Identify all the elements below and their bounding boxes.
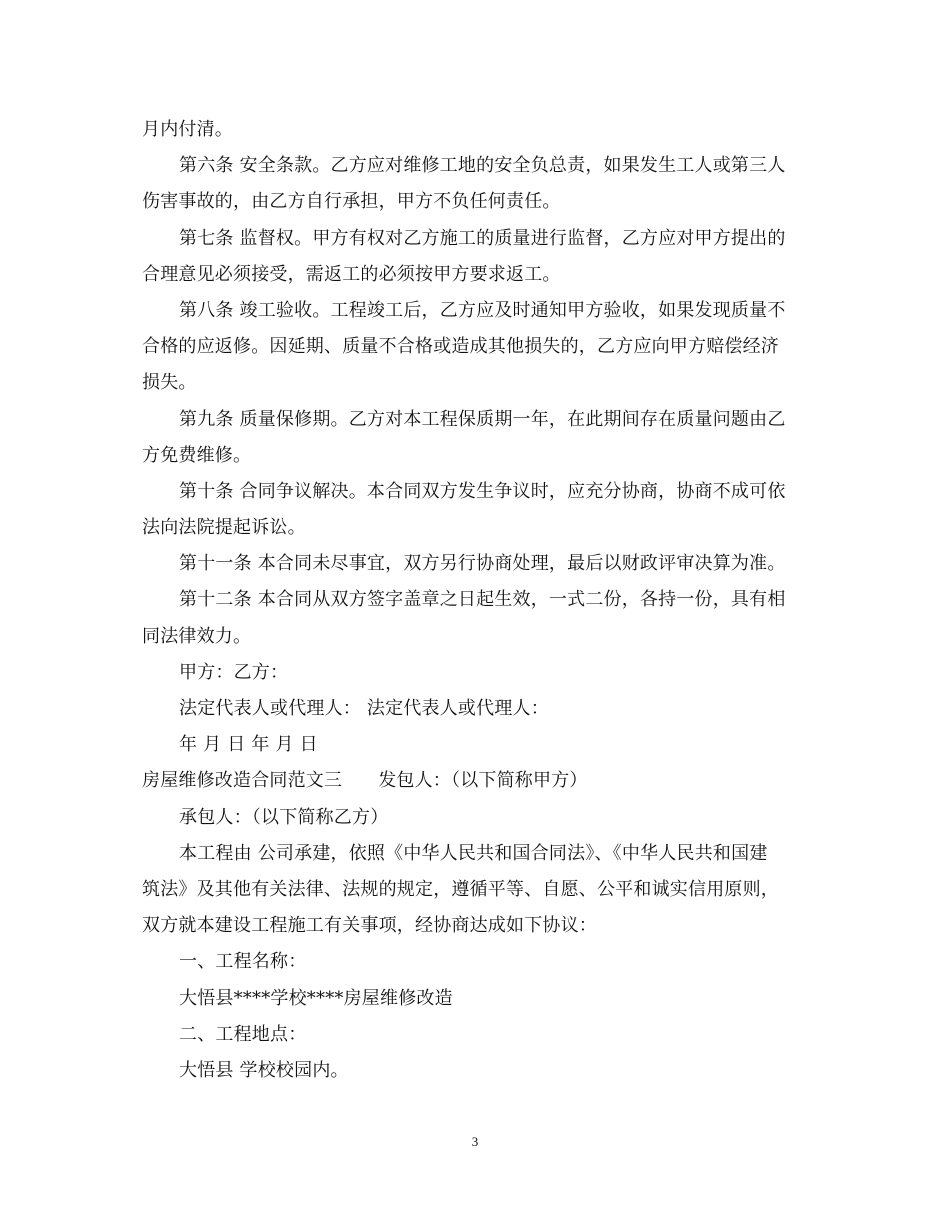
page-number: 3 [471, 1134, 479, 1149]
paragraph-line: 第十二条 本合同从双方签字盖章之日起生效，一式二份，各持一份，具有相 [179, 589, 786, 611]
paragraph-line: 一、工程名称： [179, 951, 307, 973]
paragraph-line: 本工程由 公司承建，依照《中华人民共和国合同法》、《中华人民共和国建 [179, 842, 768, 864]
paragraph-line: 二、工程地点： [179, 1023, 307, 1045]
paragraph-line: 承包人：（以下简称乙方） [179, 806, 389, 828]
paragraph-line: 合理意见必须接受，需返工的必须按甲方要求返工。 [142, 263, 561, 285]
paragraph-line: 损失。 [142, 372, 197, 394]
paragraph-line: 方免费维修。 [142, 444, 252, 466]
paragraph-line: 第六条 安全条款。乙方应对维修工地的安全负总责，如果发生工人或第三人 [179, 155, 786, 177]
paragraph-line: 大悟县 学校校园内。 [179, 1059, 349, 1081]
paragraph-line: 双方就本建设工程施工有关事项，经协商达成如下协议： [142, 915, 597, 937]
contractor-party-label: 发包人：（以下简称甲方） [378, 770, 588, 792]
paragraph-line: 第八条 竣工验收。工程竣工后，乙方应及时通知甲方验收，如果发现质量不 [179, 299, 786, 321]
paragraph-line: 合格的应返修。因延期、质量不合格或造成其他损失的，乙方应向甲方赔偿经济 [142, 336, 779, 358]
paragraph-line: 大悟县****学校****房屋维修改造 [179, 987, 453, 1009]
paragraph-line: 法向法院提起诉讼。 [142, 517, 306, 539]
paragraph-line: 筑法》及其他有关法律、法规的规定，遵循平等、自愿、公平和诚实信用原则， [142, 878, 779, 900]
paragraph-line: 第十条 合同争议解决。本合同双方发生争议时，应充分协商，协商不成可依 [179, 480, 786, 502]
signature-representative-line: 法定代表人或代理人： 法定代表人或代理人： [179, 698, 549, 719]
signature-date-line: 年 月 日 年 月 日 [179, 734, 318, 756]
heading-line [142, 763, 802, 799]
document-body [142, 112, 802, 1089]
paragraph-line: 第九条 质量保修期。乙方对本工程保质期一年，在此期间存在质量问题由乙 [179, 408, 786, 430]
paragraph-line: 第十一条 本合同未尽事宜，双方另行协商处理，最后以财政评审决算为准。 [179, 553, 786, 575]
paragraph-line: 同法律效力。 [142, 625, 252, 647]
paragraph-line: 月内付清。 [142, 119, 233, 140]
paragraph-line: 第七条 监督权。甲方有权对乙方施工的质量进行监督，乙方应对甲方提出的 [179, 227, 786, 249]
section-title: 房屋维修改造合同范文三 [142, 770, 343, 792]
paragraph-line: 伤害事故的，由乙方自行承担，甲方不负任何责任。 [142, 191, 561, 213]
signature-party-line: 甲方：乙方： [179, 661, 289, 683]
